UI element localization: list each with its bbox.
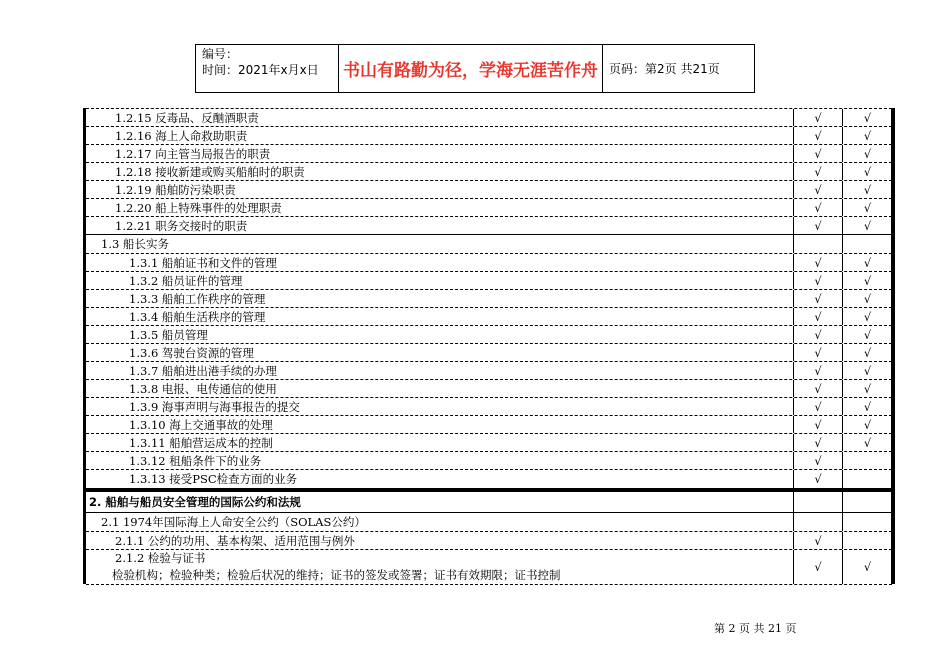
check-col-2: √: [863, 327, 872, 342]
check-col-1: √: [794, 326, 843, 343]
table-row: [86, 398, 892, 416]
row-text: 1.3.13 接受PSC检查方面的业务: [86, 470, 794, 488]
table-row: [86, 434, 892, 452]
check-col-2: √: [863, 435, 872, 450]
row-text: 2.1.1 公约的功用、基本构架、适用范围与例外: [86, 532, 794, 549]
section-title: 1.3 船长实务: [86, 235, 794, 253]
check-col-2: [843, 452, 892, 469]
row-text: 1.2.20 船上特殊事件的处理职责: [86, 199, 794, 216]
check-col-1: √: [794, 398, 843, 415]
row-text: 1.2.17 向主管当局报告的职责: [86, 145, 794, 162]
time-label: 时间：2021年x月x日: [202, 63, 319, 77]
check-col-2: √: [863, 200, 872, 215]
check-col-1: √: [794, 163, 843, 180]
check-col-1: [794, 513, 843, 531]
row-text: 1.2.19 船舶防污染职责: [86, 181, 794, 198]
row-text: 1.3.8 电报、电传通信的使用: [86, 380, 794, 397]
check-col-2: [843, 513, 892, 531]
table-row: [86, 127, 892, 145]
check-col-2: √: [863, 110, 872, 125]
check-col-2: √: [863, 146, 872, 161]
row-text: 1.2.18 接收新建或购买船舶时的职责: [86, 163, 794, 180]
chapter-row: [86, 492, 892, 513]
check-col-2: √: [863, 345, 872, 360]
check-col-1: √: [794, 254, 843, 271]
row-text: 1.3.12 租船条件下的业务: [86, 452, 794, 469]
row-text: 1.3.2 船员证件的管理: [86, 272, 794, 289]
row-text: 1.3.7 船舶进出港手续的办理: [86, 362, 794, 379]
table-row: [86, 272, 892, 290]
header-meta: [196, 45, 339, 92]
table-row: [86, 109, 892, 127]
table-row: [86, 550, 892, 585]
check-col-1: [794, 492, 843, 512]
check-col-2: √: [863, 363, 872, 378]
section-title: 2.1 1974年国际海上人命安全公约（SOLAS公约）: [86, 513, 794, 531]
row-text: 1.2.16 海上人命救助职责: [86, 127, 794, 144]
check-col-2: √: [863, 273, 872, 288]
check-col-1: √: [794, 109, 843, 126]
chapter-title: 2. 船舶与船员安全管理的国际公约和法规: [86, 492, 794, 512]
check-col-1: √: [794, 380, 843, 397]
check-col-1: √: [794, 308, 843, 325]
check-col-1: √: [794, 199, 843, 216]
check-col-1: √: [794, 145, 843, 162]
check-col-2: √: [863, 560, 872, 574]
row-text-block: [86, 550, 794, 584]
table-row: [86, 380, 892, 398]
row-text: 1.2.21 职务交接时的职责: [86, 217, 794, 234]
check-col-1: √: [794, 344, 843, 361]
header-page-label: 页码：第2页 共21页: [609, 62, 720, 76]
table-row: [86, 145, 892, 163]
table-row: [86, 181, 892, 199]
table-row: [86, 470, 892, 488]
table-row: [86, 362, 892, 380]
table-row: [86, 290, 892, 308]
check-col-1: √: [794, 290, 843, 307]
table-row: [86, 532, 892, 550]
row-text: 2.1.2 检验与证书: [115, 551, 206, 565]
section-row: [86, 513, 892, 532]
table-row: [86, 326, 892, 344]
check-col-1: √: [794, 434, 843, 451]
check-col-2: √: [863, 381, 872, 396]
check-col-1: √: [794, 127, 843, 144]
row-text: 1.3.5 船员管理: [86, 326, 794, 343]
check-col-2: √: [863, 182, 872, 197]
table-row: [86, 217, 892, 235]
number-label: 编号：: [202, 47, 239, 61]
check-col-2: √: [863, 255, 872, 270]
row-text: 1.3.3 船舶工作秩序的管理: [86, 290, 794, 307]
row-text: 1.3.10 海上交通事故的处理: [86, 416, 794, 433]
row-text: 1.2.15 反毒品、反酗酒职责: [86, 109, 794, 126]
row-text: 1.3.1 船舶证书和文件的管理: [86, 254, 794, 271]
row-text: 1.3.4 船舶生活秩序的管理: [86, 308, 794, 325]
table-row: [86, 163, 892, 181]
check-col-1: √: [794, 272, 843, 289]
table-row: [86, 416, 892, 434]
table-row: [86, 308, 892, 326]
check-col-2: √: [863, 309, 872, 324]
check-col-1: √: [794, 550, 843, 584]
check-col-2: √: [863, 417, 872, 432]
row-text: 1.3.6 驾驶台资源的管理: [86, 344, 794, 361]
header-motto: 书山有路勤为径，学海无涯苦作舟: [339, 45, 603, 92]
row-text: 1.3.11 船舶营运成本的控制: [86, 434, 794, 451]
check-col-2: √: [863, 399, 872, 414]
check-col-1: √: [794, 181, 843, 198]
check-col-1: √: [794, 470, 843, 488]
row-text: 1.3.9 海事声明与海事报告的提交: [86, 398, 794, 415]
check-col-2: [843, 470, 892, 488]
check-col-1: √: [794, 416, 843, 433]
check-col-1: √: [794, 532, 843, 549]
row-subtext: 检验机构；检验种类；检验后状况的维持；证书的签发或签署；证书有效期限；证书控制: [112, 568, 561, 582]
check-col-1: √: [794, 362, 843, 379]
check-col-2: √: [863, 164, 872, 179]
check-col-1: √: [794, 452, 843, 469]
table-row: [86, 452, 892, 470]
check-col-2: √: [863, 291, 872, 306]
check-col-1: √: [794, 217, 843, 234]
check-col-2: [843, 492, 892, 512]
check-col-1: [794, 235, 843, 253]
check-col-2: √: [863, 128, 872, 143]
check-col-2: [843, 532, 892, 549]
table-row: [86, 254, 892, 272]
page-footer: 第 2 页 共 21 页: [714, 622, 797, 635]
section-row: [86, 235, 892, 254]
check-col-2: √: [863, 218, 872, 233]
check-col-2: [843, 235, 892, 253]
table-row: [86, 199, 892, 217]
document-header: [195, 44, 755, 93]
table-row: [86, 344, 892, 362]
